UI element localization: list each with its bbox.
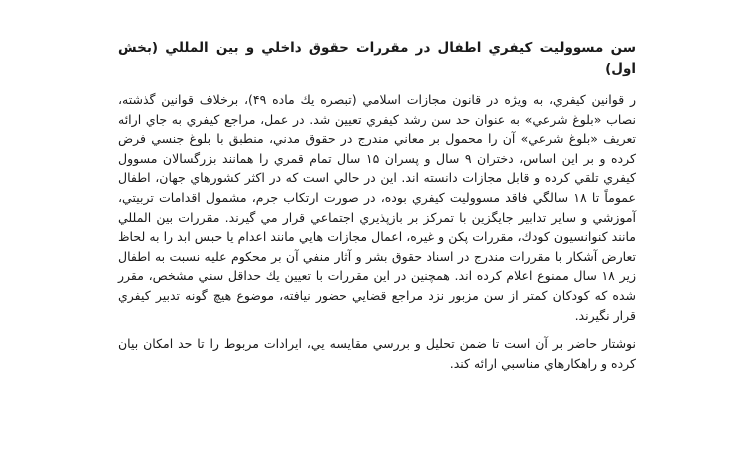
article-paragraph: نوشتار حاضر بر آن است تا ضمن تحليل و بررسي مقايسه يي، ايرادات مربوط را تا حد امكان بيان كرده و راهكارهاي مناسبي ارائه كند. — [118, 336, 636, 371]
article — [118, 38, 636, 382]
article-title: سن مسووليت كيفري اطفال در مقررات حقوق داخلي و بين المللي (بخش اول) — [118, 40, 636, 77]
article-paragraph: ر قوانين كيفري، به ويژه در قانون مجازات اسلامي (تبصره يك ماده ۴۹)، برخلاف قوانين گذشته، نصاب «بلوغ شرعي» به عنوان حد سن رشد كيفري تعيين شد. در عمل، مراجع كيفري به جاي ارائه تعريف «بلوغ شرعي» آن را محمول بر معاني مندرج در حقوق مدني، منطبق با بلوغ جنسي فرض كرده و بر اين اساس، دختران ۹ سال و پسران ۱۵ سال تمام قمري را همانند بزرگسالان مسوول كيفري تلقي كرده و قابل مجازات دانسته اند. اين در حالي است كه در اكثر كشورهاي جهان، اطفال عموماً تا ۱۸ سالگي فاقد مسووليت كيفري بوده، در صورت ارتكاب جرم، مشمول اقدامات تربيتي، آموزشي و ساير تدابير جايگزين با تمركز بر بازپذيري اجتماعي قرار مي گيرند. مقررات بين المللي مانند كنوانسيون كودك، مقررات پكن و غيره، اعمال مجازات هايي مانند اعدام يا حبس ابد را به لحاظ تعارض آشكار با مقررات مندرج در اسناد حقوق بشر و آثار منفي آن بر محكوم عليه نسبت به اطفال زير ۱۸ سال ممنوع اعلام كرده اند. همچنين در اين مقررات با تعيين يك حداقل سني مشخص، مقرر شده كه كودكان كمتر از سن مزبور نزد مراجع قضايي حضور نيافته، موضوع هيچ گونه تدبير كيفري قرار نگيرند. — [118, 92, 636, 323]
